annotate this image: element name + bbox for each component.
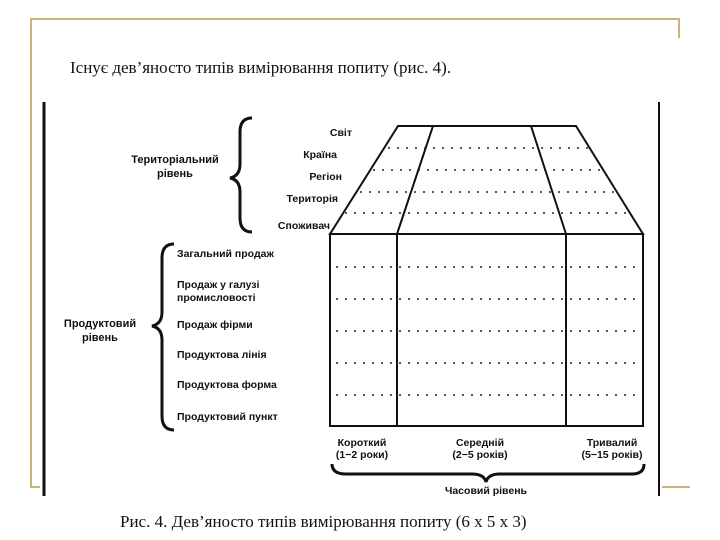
territorial-group-label-line1: Територіальний [131, 154, 219, 166]
time-level-range: (5−15 років) [581, 449, 643, 461]
trapezoid-divider-left [397, 126, 433, 234]
time-brace [332, 464, 644, 482]
time-group-label: Часовий рівень [444, 485, 528, 496]
slide-frame-right-tick [678, 18, 680, 38]
product-group-label-line2: рівень [82, 332, 118, 344]
product-level-label-line2: промисловості [177, 292, 256, 304]
territorial-trapezoid [330, 126, 643, 234]
territorial-level-label: Територія [286, 193, 338, 205]
rectangle-dotted-rows [336, 267, 640, 395]
time-level-name: Тривалий [586, 437, 638, 449]
territorial-level-label: Регіон [309, 171, 342, 183]
time-level-range: (1−2 роки) [335, 449, 389, 461]
product-level-label: Загальний продаж [177, 248, 274, 260]
territorial-level-label: Країна [303, 149, 337, 161]
territorial-level-label: Світ [329, 127, 352, 139]
product-brace [152, 244, 174, 430]
product-level-label: Продуктова лінія [177, 349, 267, 361]
product-level-label-line1: Продаж у галузі [177, 279, 260, 291]
slide-frame-top-line [30, 18, 680, 20]
time-level-name: Середній [455, 437, 505, 449]
territorial-group-label-line2: рівень [157, 168, 193, 180]
demand-measurement-diagram [40, 100, 662, 496]
time-level-range: (2−5 років) [452, 449, 508, 461]
trapezoid-dotted-rows [345, 148, 630, 213]
time-level-name: Короткий [337, 437, 387, 449]
trapezoid-divider-right [531, 126, 566, 234]
territorial-level-label: Споживач [277, 220, 330, 232]
slide-frame-left-line [30, 18, 32, 488]
product-group-label-line1: Продуктовий [63, 318, 137, 330]
product-level-label: Продаж фірми [177, 319, 253, 331]
product-level-label: Продуктова форма [177, 379, 277, 391]
product-level-label: Продуктовий пункт [177, 411, 278, 423]
slide-heading: Існує дев’яносто типів вимірювання попиту (рис. 4). [70, 58, 452, 77]
product-rectangle [330, 234, 643, 426]
figure-caption: Рис. 4. Дев’яносто типів вимірювання попиту (6 х 5 х 3) [120, 512, 527, 531]
diagram-scan [40, 100, 662, 496]
territorial-brace [230, 118, 252, 232]
